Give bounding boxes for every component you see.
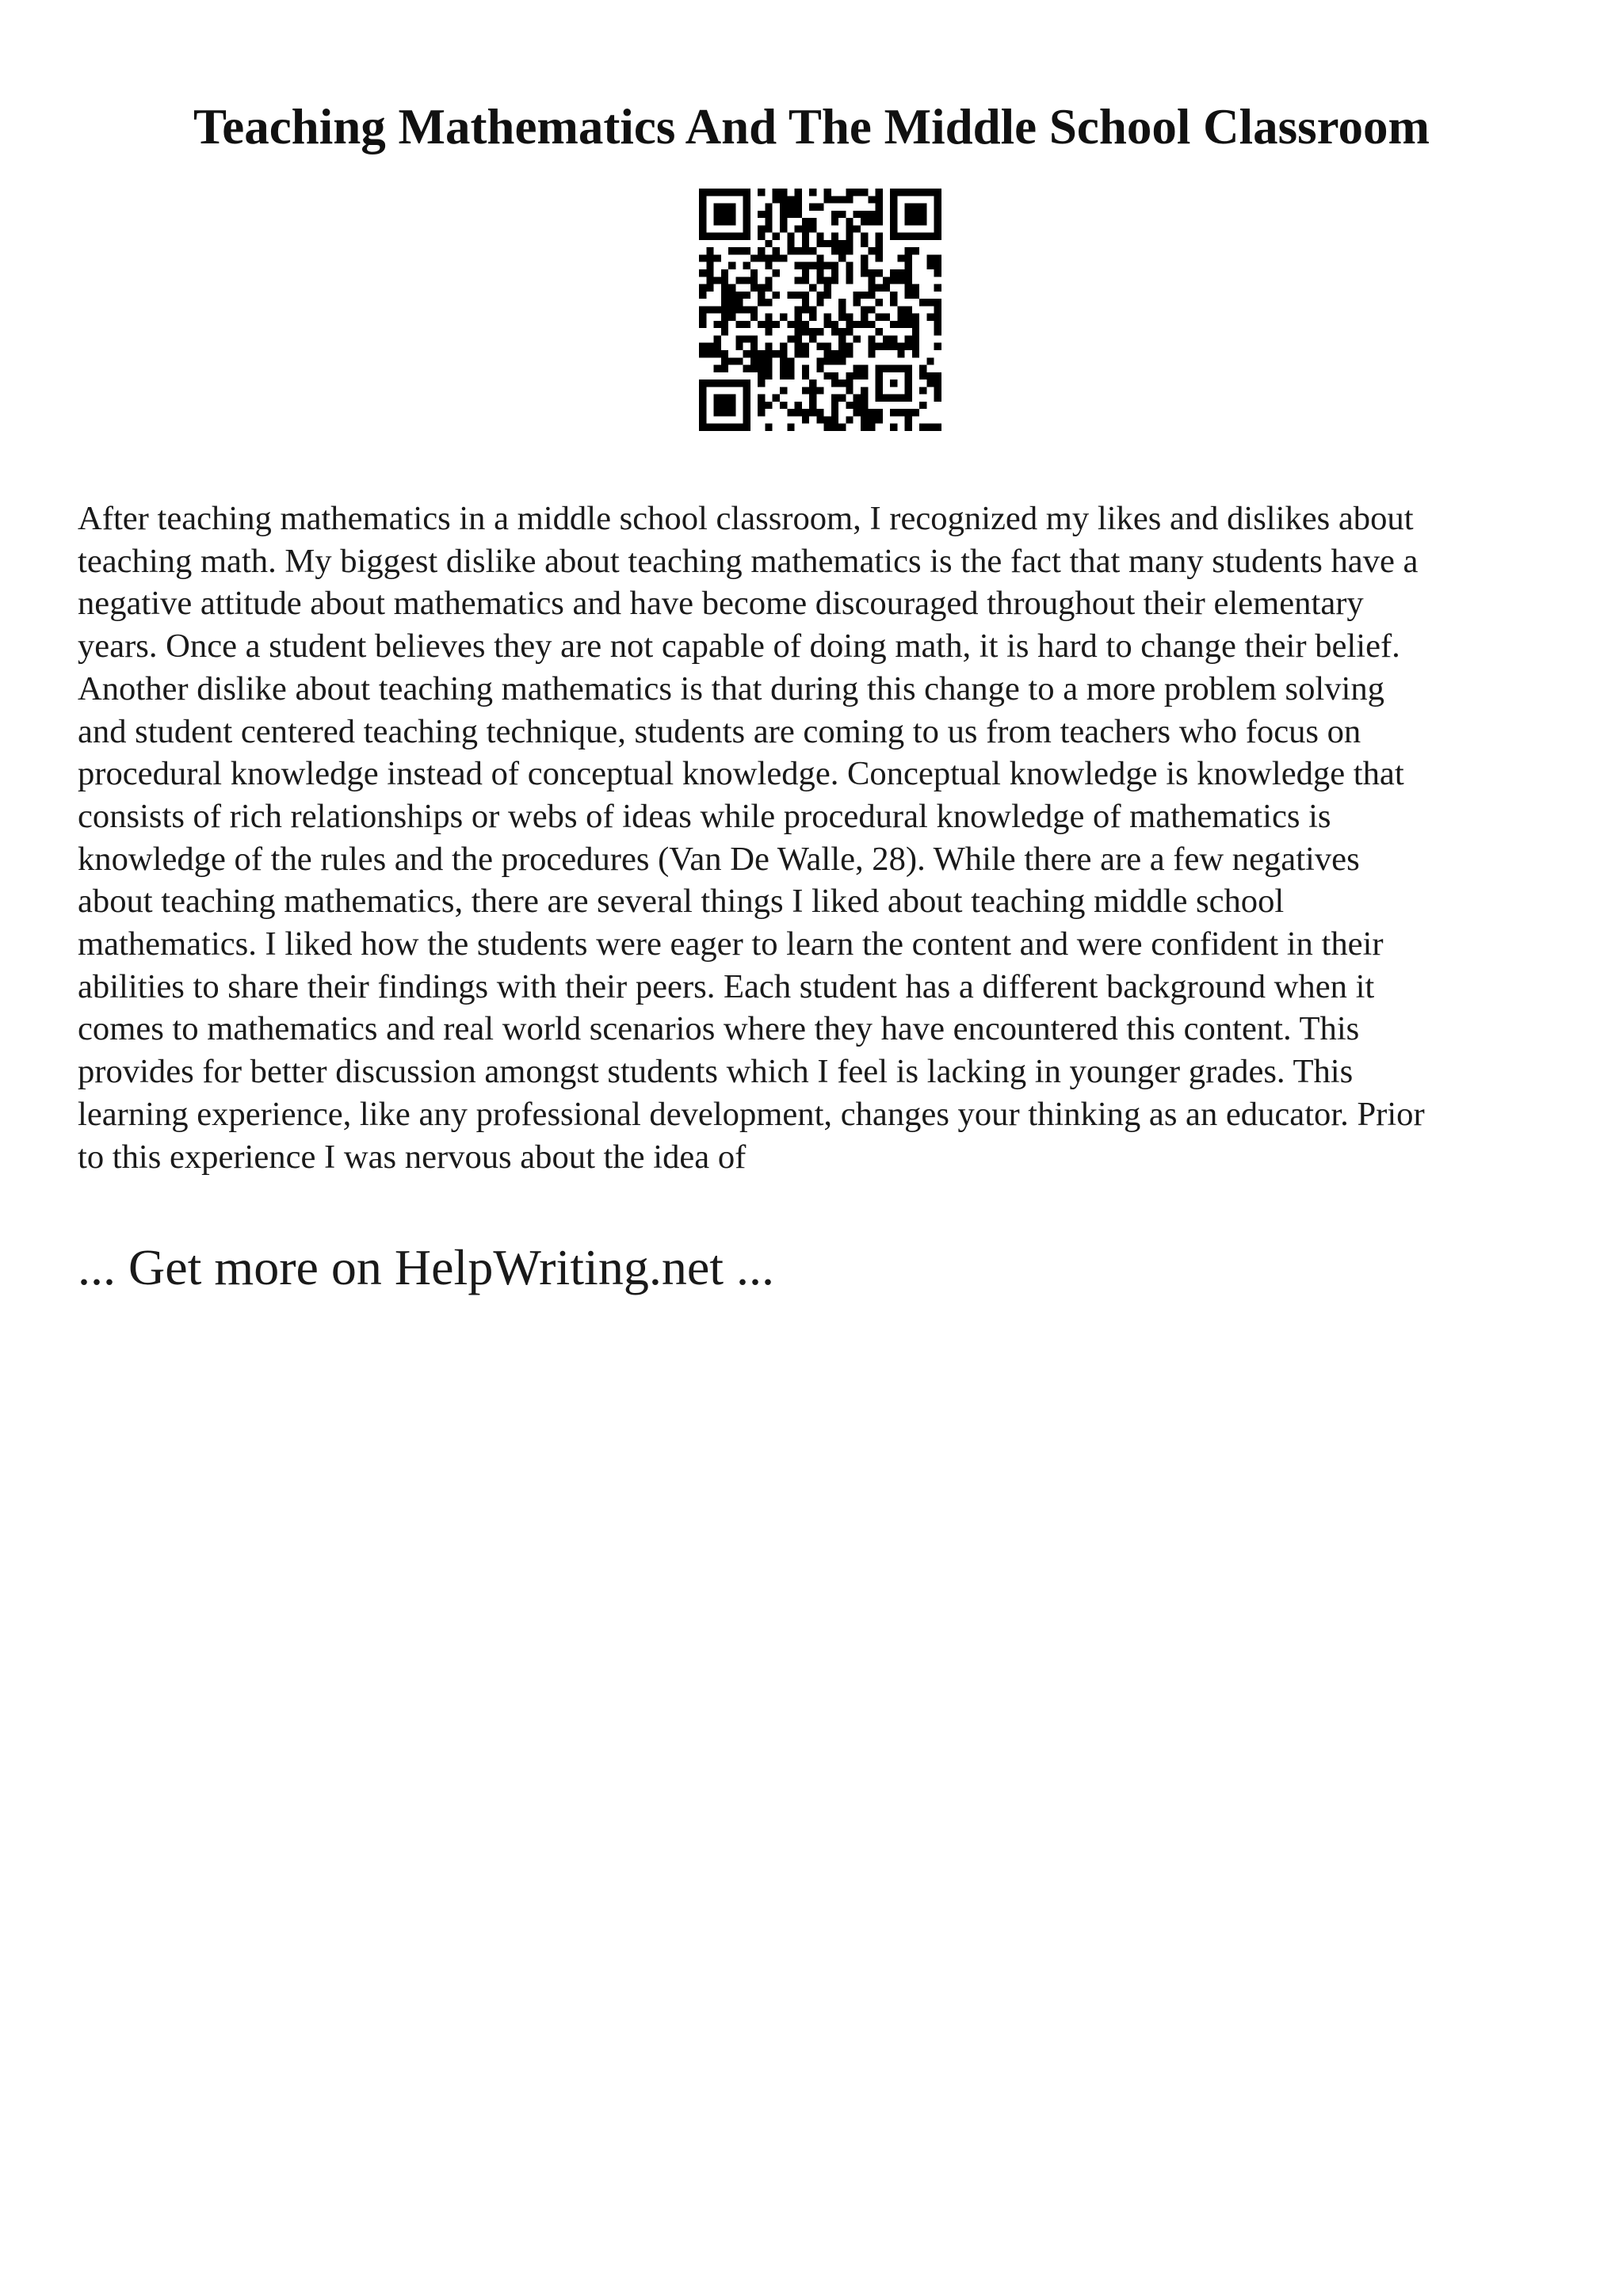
body-line: about teaching mathematics, there are several things I liked about teaching middle school [78,883,1285,921]
body-line: years. Once a student believes they are not capable of doing math, it is hard to change their belief. [78,627,1400,666]
body-line: comes to mathematics and real world scenarios where they have encountered this content. This [78,1010,1360,1048]
document-body [78,498,1568,1178]
qr-code-graphic [699,189,941,431]
body-line: abilities to share their findings with their peers. Each student has a different background when it [78,967,1375,1005]
qr-code-icon [699,189,941,431]
body-line: to this experience I was nervous about the idea of [78,1138,747,1176]
get-more-link[interactable]: ... Get more on HelpWriting.net ... [78,1239,774,1295]
document-title: Teaching Mathematics And The Middle School Classroom [193,99,1430,154]
body-line: mathematics. I liked how the students were eager to learn the content and were confident in their [78,925,1384,963]
body-line: learning experience, like any professional development, changes your thinking as an educator. Prior [78,1095,1425,1133]
body-line: Another dislike about teaching mathematics is that during this change to a more problem solving [78,669,1384,707]
body-line: negative attitude about mathematics and have become discouraged throughout their elementary [78,585,1364,623]
body-line: teaching math. My biggest dislike about teaching mathematics is the fact that many students have a [78,542,1419,580]
body-line: and student centered teaching technique, students are coming to us from teachers who focus on [78,712,1361,750]
body-line: knowledge of the rules and the procedures (Van De Walle, 28). While there are a few negatives [78,840,1360,878]
qr-code-modules [699,189,941,431]
body-line: procedural knowledge instead of conceptual knowledge. Conceptual knowledge is knowledge that [78,755,1404,793]
body-line: provides for better discussion amongst students which I feel is lacking in younger grades. This [78,1053,1354,1091]
body-line: consists of rich relationships or webs of ideas while procedural knowledge of mathematics is [78,797,1331,835]
body-line: After teaching mathematics in a middle school classroom, I recognized my likes and dislikes about [78,500,1414,537]
